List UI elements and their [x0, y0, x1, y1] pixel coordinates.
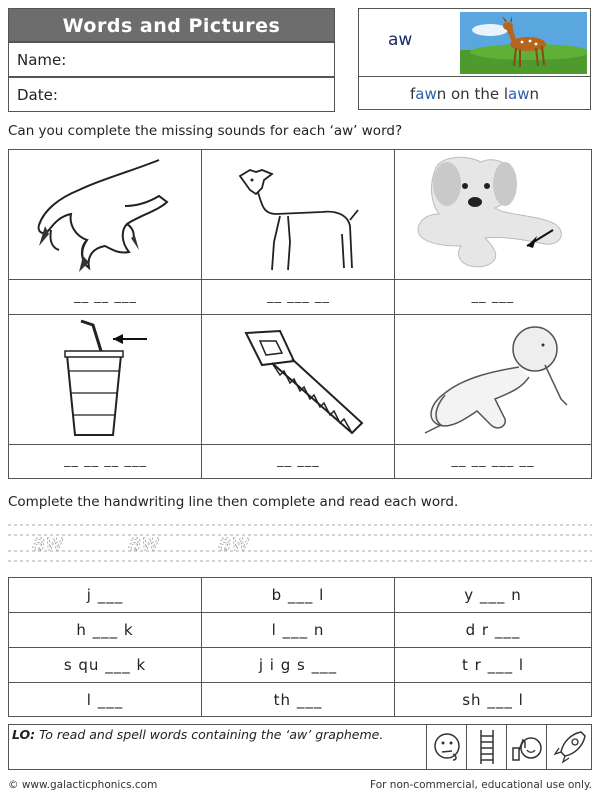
word-cell[interactable]: d r ___: [395, 613, 591, 648]
picture-cell-straw: [9, 315, 202, 445]
fawn-on-grass-icon: [460, 12, 587, 74]
thumbs-up-icon[interactable]: [506, 724, 546, 770]
footer-usage-note: For non-commercial, educational use only.: [370, 779, 592, 791]
footer-copyright: © www.galacticphonics.com: [8, 779, 158, 791]
word-cell[interactable]: j i g s ___: [202, 648, 395, 683]
ladder-icon[interactable]: [466, 724, 506, 770]
paw-icon: [395, 150, 591, 280]
picture-instruction: Can you complete the missing sounds for each ‘aw’ word?: [8, 123, 403, 139]
answer-cell[interactable]: __ ___: [395, 280, 591, 315]
word-cell[interactable]: sh ___ l: [462, 691, 524, 709]
fawn-icon: [202, 150, 395, 280]
picture-cell-fawn: [202, 150, 395, 280]
word-table: [8, 577, 592, 717]
answer-cell[interactable]: __ ___: [202, 445, 395, 478]
name-field[interactable]: [8, 42, 335, 77]
answer-cell[interactable]: __ ___ __: [202, 280, 395, 315]
date-field[interactable]: [8, 77, 335, 112]
word-cell[interactable]: l ___: [9, 683, 202, 716]
picture-cell-saw: [202, 315, 395, 445]
answer-cell[interactable]: __ __ __ ___: [9, 445, 202, 478]
straw-icon: [9, 315, 202, 445]
word-cell[interactable]: j ___: [9, 578, 202, 613]
sound-label: aw: [388, 30, 413, 50]
word-cell[interactable]: h ___ k: [9, 613, 202, 648]
trace-word: aw: [128, 531, 160, 556]
example-phrase: fawn on the lawn: [409, 85, 539, 103]
saw-icon: [202, 315, 395, 445]
rocket-icon[interactable]: [546, 724, 592, 770]
picture-cell-crawl: [395, 315, 591, 445]
word-cell[interactable]: t r ___ l: [395, 648, 591, 683]
worksheet-title: Words and Pictures: [8, 8, 335, 42]
answer-cell[interactable]: __ __ ___: [9, 280, 202, 315]
word-cell[interactable]: th ___: [202, 683, 395, 716]
word-cell[interactable]: s qu ___ k: [9, 648, 202, 683]
learning-objective: LO: To read and spell words containing the ‘aw’ grapheme.: [12, 727, 384, 742]
word-cell[interactable]: y ___ n: [395, 578, 591, 613]
picture-cell-claw: [9, 150, 202, 280]
answer-cell[interactable]: __ __ ___ __: [451, 453, 535, 468]
name-label: Name:: [17, 51, 67, 69]
date-label: Date:: [17, 86, 58, 104]
trace-word: aw: [32, 531, 64, 556]
claw-icon: [9, 150, 202, 280]
thinking-face-icon[interactable]: [426, 724, 466, 770]
picture-grid: [8, 149, 592, 479]
handwriting-instruction: Complete the handwriting line then complete and read each word.: [8, 494, 459, 510]
word-cell[interactable]: b ___ l: [202, 578, 395, 613]
word-cell[interactable]: l ___ n: [202, 613, 395, 648]
trace-word: aw: [218, 531, 250, 556]
picture-cell-paw: [395, 150, 591, 280]
handwriting-lines[interactable]: [8, 519, 592, 565]
sound-box-divider: [358, 76, 591, 77]
crawl-icon: [395, 315, 591, 445]
